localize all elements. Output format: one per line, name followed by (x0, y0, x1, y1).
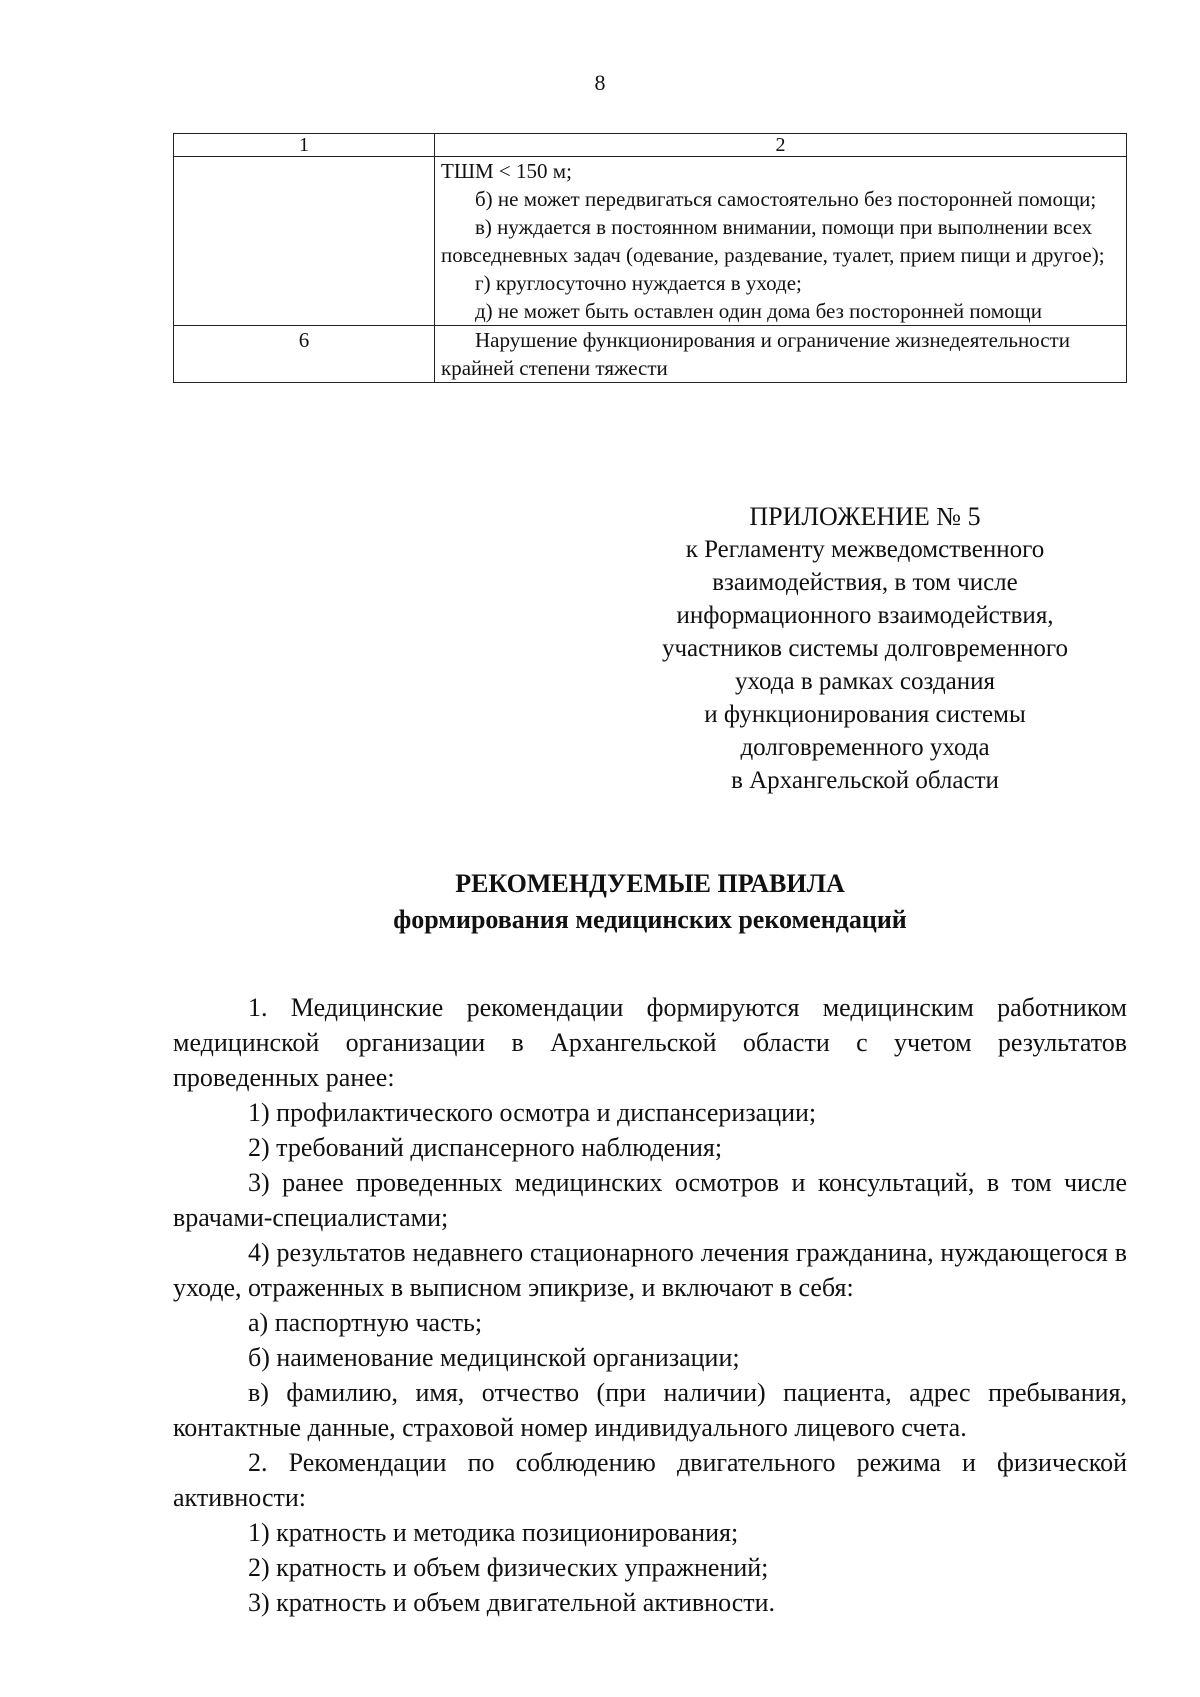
paragraph: б) наименование медицинской организации; (248, 1343, 740, 1372)
appendix-line: взаимодействия, в том числе (712, 569, 1018, 596)
paragraph: 2) требований диспансерного наблюдения; (248, 1133, 723, 1162)
title-line-1: РЕКОМЕНДУЕМЫЕ ПРАВИЛА (455, 869, 845, 898)
paragraph: 2) кратность и объем физических упражнений; (248, 1553, 769, 1582)
table-cell-level (174, 157, 435, 326)
paragraph: 1) кратность и методика позиционирования; (248, 1518, 739, 1547)
table-line: б) не может передвигаться самостоятельно без посторонней помощи; (475, 187, 1097, 211)
page-number: 8 (594, 70, 606, 95)
title-line-2: формирования медицинских рекомендаций (393, 905, 907, 934)
appendix-line: в Архангельской области (731, 767, 999, 794)
appendix-line: ухода в рамках создания (734, 668, 996, 695)
appendix-heading: ПРИЛОЖЕНИЕ № 5 (749, 502, 981, 531)
appendix-block (620, 500, 1110, 797)
document-body (173, 990, 1127, 1620)
appendix-line: участников системы долговременного (661, 635, 1069, 662)
appendix-line: информационного взаимодействия, (676, 602, 1054, 629)
table-cell-level: 6 (174, 326, 435, 383)
appendix-line: и функционирования системы (704, 701, 1026, 728)
paragraph: а) паспортную часть; (248, 1308, 483, 1337)
appendix-line: к Регламенту межведомственного (685, 536, 1045, 563)
criteria-table (173, 133, 1127, 383)
table-header-col2: 2 (435, 134, 1127, 157)
table-row (174, 326, 1127, 383)
paragraph: 2. Рекомендации по соблюдению двигательного режима и физической активности: (173, 1448, 1127, 1512)
paragraph: 1. Медицинские рекомендации формируются медицинским работником медицинской организации в Архангельской области с учетом результатов проведенных ранее: (173, 993, 1127, 1092)
table-cell-description (435, 157, 1127, 326)
document-title (0, 866, 1200, 938)
table-row (174, 157, 1127, 326)
table-line: в) нуждается в постоянном внимании, помощи при выполнении всех повседневных задач (одевание, раздевание, туалет, прием пищи и другое); (441, 215, 1105, 267)
table-line: д) не может быть оставлен один дома без посторонней помощи (475, 299, 1042, 323)
table-line: Нарушение функционирования и ограничение жизнедеятельности крайней степени тяжести (441, 328, 1070, 380)
table-line: г) круглосуточно нуждается в уходе; (475, 271, 802, 295)
table-header-row (174, 134, 1127, 157)
paragraph: 3) кратность и объем двигательной активности. (248, 1588, 776, 1617)
appendix-line: долговременного ухода (740, 734, 990, 761)
table-header-col1: 1 (174, 134, 435, 157)
table-cell-description (435, 326, 1127, 383)
paragraph: 3) ранее проведенных медицинских осмотров и консультаций, в том числе врачами-специалистами; (173, 1168, 1127, 1232)
paragraph: 1) профилактического осмотра и диспансеризации; (248, 1098, 817, 1127)
table-line: ТШМ < 150 м; (441, 159, 572, 183)
paragraph: 4) результатов недавнего стационарного лечения гражданина, нуждающегося в уходе, отраженных в выписном эпикризе, и включают в себя: (173, 1238, 1127, 1302)
paragraph: в) фамилию, имя, отчество (при наличии) пациента, адрес пребывания, контактные данные, страховой номер индивидуального лицевого счета. (173, 1378, 1127, 1442)
